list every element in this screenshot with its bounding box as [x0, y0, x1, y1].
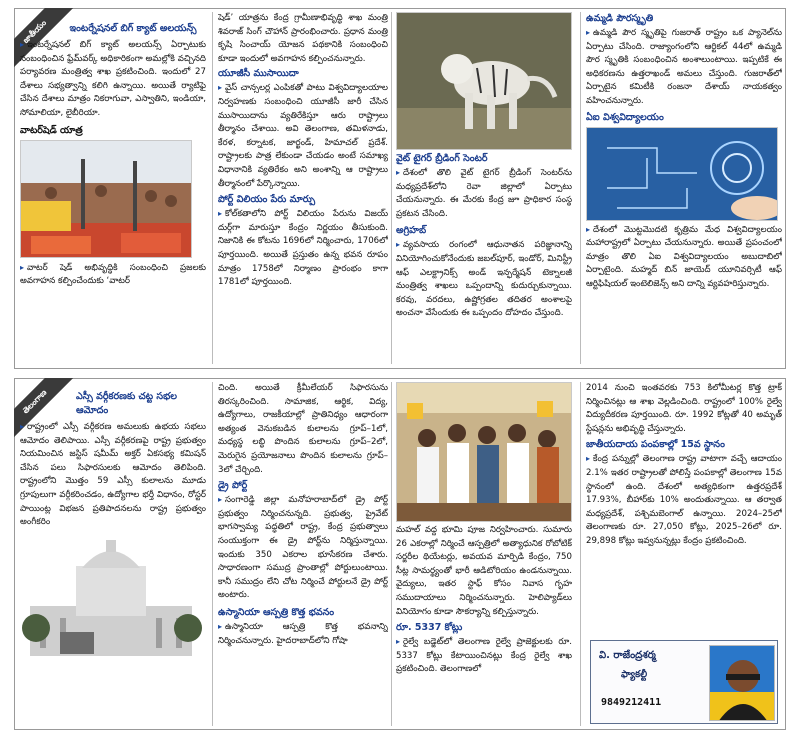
- ai-circuit-photo: [586, 127, 778, 221]
- col-sep: [580, 12, 581, 364]
- author-name: వి. రాజేంద్రశర్మ: [599, 650, 656, 661]
- author-photo: [709, 645, 775, 721]
- assembly-building-photo: [20, 536, 202, 656]
- col1-top: [20, 12, 206, 367]
- rally-photo: [20, 140, 192, 258]
- body-railway: ▸ రైల్వే బడ్జెట్‌లో తెలంగాణ రైల్వే ప్రాజెక్టులకు రూ. 5337 కోట్లు కేటాయించినట్లు కేంద్ర రైల్వే శాఖ ప్రకటించింది. తెలంగాణలో: [396, 635, 572, 677]
- heading-osmania: ఉస్మానియా ఆస్పత్రి కొత్త భవనం: [218, 606, 335, 618]
- body-white-tiger: ▸ దేశంలో తొలి వైట్ టైగర్ బ్రీడింగ్ సెంటర్‌ను మధ్యప్రదేశ్‌లోని రెవా జిల్లాలో ఏర్పాటు చేయనున్నారు. ఈ మేరకు కేంద్ర జూ ప్రాధికార సంస్థ ప్రకటన చేసింది.: [396, 166, 572, 221]
- heading-watershed: వాటర్‌షెడ్ యాత్ర: [20, 124, 83, 136]
- tiger-photo: [396, 12, 572, 150]
- col2-top: [218, 12, 388, 367]
- col-sep: [212, 382, 213, 726]
- author-box: [590, 640, 778, 724]
- body-fort: ▸ కోల్‌కతాలోని పోర్ట్ విలియం పేరును విజయ్ దుర్గ్‌గా మారుస్తూ కేంద్రం నిర్ణయం తీసుకుంది. నిజానికి ఈ కోటను 1696లో నిర్మించారు, 1706లో పూర్తయింది. అయితే ప్రస్తుతం ఉన్న భవన రూపం మాత్రం 1758లో నిర్మాణం ప్రారంభం కాగా 1781లో పూర్తయింది.: [218, 207, 388, 290]
- body-watershed-cont: షెడ్’ యాత్రను కేంద్ర గ్రామీణాభివృద్ధి శాఖ మంత్రి శివరాజ్ సింగ్ చౌహాన్ ప్రారంభించారు. ప్రధాన మంత్రి కృషి సించాయ్ యోజన పథకానికి సంబంధించి కూడా ఇందులో అవగాహన కల్పించనున్నారు.: [218, 13, 388, 64]
- heading-dry-port: డ్రై పోర్ట్: [218, 480, 248, 492]
- author-role: ఫ్యాకల్టీ: [621, 669, 648, 680]
- body-ai-university: ▸ దేశంలో మొట్టమొదటి కృత్రిమ మేధ విశ్వవిద్యాలయం మహారాష్ట్రలో ఏర్పాటు చేయనున్నారు. అయితే ప్రపంచంలో మాత్రం తొలి ఏఐ విశ్వవిద్యాలయం అబుదాబిలో ఏర్పాటైంది. మహ్మద్ బిన్ జాయెద్ యూనివర్సిటీ ఆఫ్ ఆర్టిఫిషియల్ ఇంటెలిజెన్స్ అని దాన్ని వ్యవహరిస్తున్నారు.: [586, 223, 782, 292]
- body-tax-share: ▸ కేంద్ర పన్నుల్లో తెలంగాణ రాష్ట్ర వాటాగా వచ్చే ఆదాయం 2.1% ఇతర రాష్ట్రాలతో పోలిస్తే పంపకాల్లో తెలంగాణ 15వ స్థానంలో ఉంది. దేశంలో అత్యధికంగా ఉత్తరప్రదేశ్ 17.93%, బీహార్‌కు 10% అందుతున్నాయి. ఆ తర్వాత మధ్యప్రదేశ్, పశ్చిమబెంగాల్ ఉన్నాయి. 2024–25లో తెలంగాణకు రూ. 27,050 కోట్లు, 2025–26లో రూ. 29,898 కోట్లు ఇవ్వనున్నట్లు కేంద్రం ప్రకటించింది.: [586, 452, 782, 548]
- heading-ugc: యూజీసీ ముసాయిదా: [218, 68, 299, 80]
- heading-ai-university: ఏఐ విశ్వవిద్యాలయం: [586, 111, 664, 123]
- col-sep: [580, 382, 581, 726]
- heading-white-tiger: వైట్ టైగర్ బ్రీడింగ్ సెంటర్: [396, 153, 488, 164]
- heading-big-cat: ఇంటర్నేషనల్ బిగ్ క్యాట్ అలయన్స్: [69, 23, 197, 34]
- section-ribbon-telangana: తెలంగాణ: [14, 378, 74, 438]
- body-ucc: ▸ ఉమ్మడి పౌర స్మృతిపై గుజరాత్ రాష్ట్రం ఒక ప్యానెల్‌ను ఏర్పాటు చేసింది. రాజ్యాంగంలోని ఆర్టికల్ 44లో ఉమ్మడి పౌర స్మృతికి సంబంధించిన అంశాలుంటాయి. ఇప్పటికే ఈ అధికరణను ఉత్తరాఖండ్ అమలు చేస్తుంది. గుజరాత్‌లో ఏర్పాటైన కమిటీకి రంజనా దేశాయ్ నాయకత్వం వహించనున్నారు.: [586, 26, 782, 109]
- body-sc-cont: చింది. అయితే క్రీమీలేయర్ సిఫారసును తిరస్కరించింది. సామాజిక, ఆర్థిక, విద్య, ఉద్యోగాలు, రాజకీయాల్లో ప్రాతినిధ్యం ఆధారంగా అత్యంత వెనుకబడిన కులాలను గ్రూప్–1లో, మధ్యస్థ లబ్ధి పొందిన కులాలను గ్రూప్–2లో, మెరుగైన ప్రయోజనాలు పొందిన కులాలను గ్రూప్–3లో చేర్చింది.: [218, 383, 388, 475]
- col4-bottom: [586, 382, 782, 632]
- body-railway-cont: 2014 నుంచి ఇంతవరకు 753 కిలోమీటర్ల కొత్త ట్రాక్ నిర్మించినట్లు ఆ శాఖ వెల్లడించింది. రాష్ట్రంలో 100% రైల్వే విద్యుదీకరణ పూర్తయింది. రూ. 1992 కోట్లతో 40 అమృత్ స్టేషన్లను అభివృద్ధి చేస్తున్నారు.: [586, 383, 782, 434]
- body-osmania-cont: మహల్ వద్ద భూమి పూజ నిర్వహించారు. సుమారు 26 ఎకరాల్లో నిర్మించే ఆస్పత్రిలో అత్యాధునిక రోబోటిక్ సర్జరీల థియేటర్లు, అవయవ మార్పిడి కేంద్రం, 750 సీట్ల సామర్థ్యంతో భారీ ఆడిటోరియం ఉండనున్నాయి. వైద్యులు, ఇతర స్టాఫ్ కోసం నివాస గృహ సముదాయాలు నిర్మించనున్నారు. హెలిప్యాడ్‌లు వినియోగం కూడా సౌకర్యాన్ని కల్పిస్తున్నారు.: [396, 525, 572, 617]
- heading-fort: పోర్ట్ విలియం పేరు మార్పు: [218, 194, 316, 206]
- body-sc-classification: ▸ రాష్ట్రంలో ఎస్సీ వర్గీకరణ అమలుకు ఉభయ సభలు ఆమోదం తెలిపాయి. ఎస్సీ వర్గీకరణపై రాష్ట్ర ప్రభుత్వం నియమించిన జస్టిస్ షమీమ్ అక్తర్ ఏకసభ్య కమిషన్ చేసిన పలు సిఫారసులకు ఆమోదం తెలిపింది. రాష్ట్రంలోని మొత్తం 59 ఎస్సీ కులాలను మూడు గ్రూపులుగా వర్గీకరించడం, ఉద్యోగాల భర్తీ విధానం, రోస్టర్ పాయింట్ల విభజన ప్రతిపాదనలను రాష్ట్ర ప్రభుత్వం అంగీకరిం: [20, 420, 206, 530]
- author-phone: 9849212411: [601, 697, 662, 708]
- body-big-cat: ▸ ఇంటర్నేషనల్ బిగ్ క్యాట్ అలయన్స్ ఏర్పాటుకు సంబంధించిన ఫ్రేమ్‌వర్క్ అధికారికంగా అమల్లోకి వచ్చినది పర్యావరణ మంత్రిత్వ శాఖ ప్రకటించింది. ఇందులో 27 దేశాలు సభ్యత్వాన్ని కలిగి ఉన్నాయి. అయితే ర్యాటిఫై చేసిన దేశాలు మాత్రం నికరాగువా, ఎస్వాతిని, ఇండియా, సోమాలియా, లైబీరియా.: [20, 38, 206, 121]
- heading-sc-classification: ఎస్సీ వర్గీకరణకు చట్ట సభల ఆమోదం: [76, 391, 177, 416]
- col-sep: [212, 12, 213, 364]
- body-osmania: ▸ ఉస్మానియా ఆస్పత్రి కొత్త భవనాన్ని నిర్మించనున్నారు. హైదరాబాద్‌లోని గోషా: [218, 620, 388, 648]
- col-sep: [391, 382, 392, 726]
- col3-top: [396, 12, 572, 367]
- col3-bottom: [396, 382, 572, 728]
- body-ugc: ▸ వైస్ చాన్సలర్ల ఎంపికతో పాటు విశ్వవిద్యాలయాల నిర్వహణకు సంబంధించి యూజీసీ జారీ చేసిన ముసాయిదాను వ్యతిరేకిస్తూ ఆరు రాష్ట్రాలు తీర్మానం చేశాయి. అవి తెలంగాణ, తమిళనాడు, కేరళ, కర్నాటక, జార్ఖండ్, హిమాచల్ ప్రదేశ్. రాష్ట్రాలకు పాత్ర లేకుండా చేయడం అంటే సమాఖ్య విధానానికి వ్యతిరేకం అని అంశాన్ని ఆ రాష్ట్రాలు తీర్మానంలో పేర్కొన్నాయి.: [218, 81, 388, 191]
- section-ribbon-national: జాతీయం: [14, 8, 74, 68]
- heading-railway: రూ. 5337 కోట్లు: [396, 622, 463, 634]
- col-sep: [391, 12, 392, 364]
- ceremony-photo: [396, 382, 572, 522]
- body-agri: ▸ వ్యవసాయ రంగంలో ఆధునాతన పరిజ్ఞానాన్ని వినియోగించుకోనేందుకు జబల్‌పూర్, ఇండోర్, మినిస్ట్రీ ఆఫ్ ఎలక్ట్రానిక్స్ అండ్ ఇన్ఫర్మేషన్ టెక్నాలజీ మంత్రిత్వ శాఖలు ఒప్పందాన్ని కుదుర్చుకున్నాయి. కరవు, వరదలు, ఉష్ణోగ్రతల తదితర అంశాలపై అంచనా వేసేందుకు ఈ ఒప్పందం దోహదం చేస్తుంది.: [396, 238, 572, 321]
- heading-ucc: ఉమ్మడి పౌరస్మృతి: [586, 13, 654, 24]
- col1-bottom: [20, 382, 206, 728]
- col4-top: [586, 12, 782, 367]
- body-dry-port: ▸ సంగారెడ్డి జిల్లా మనోహరాబాద్‌లో డ్రై పోర్ట్ ప్రభుత్వం నిర్మించనున్నది. ప్రభుత్వ, ప్రైవేట్ భాగస్వామ్య పద్ధతిలో రాష్ట్ర, కేంద్ర ప్రభుత్వాలు సంయుక్తంగా ఈ డ్రై పోర్ట్‌ను నిర్మిస్తున్నాయి. ఇందుకు 350 ఎకరాల భూసేకరణ చేశారు. సాధారణంగా సముద్ర ప్రాంతాల్లో పోర్టులుంటాయి. కానీ సముద్రం లేని చోట నిర్మించే పోర్టులనే డ్రై పోర్ట్ అంటారు.: [218, 493, 388, 603]
- heading-agri: అగ్రిహబ్: [396, 225, 427, 237]
- col2-bottom: [218, 382, 388, 728]
- body-watershed: ▸ వాటర్ షెడ్ అభివృద్ధికి సంబంధించి ప్రజలకు అవగాహన కల్పించేందుకు ‘వాటర్: [20, 261, 206, 289]
- heading-tax-share: జాతీయదాయ పంపకాల్లో 15వ స్థానం: [586, 439, 725, 451]
